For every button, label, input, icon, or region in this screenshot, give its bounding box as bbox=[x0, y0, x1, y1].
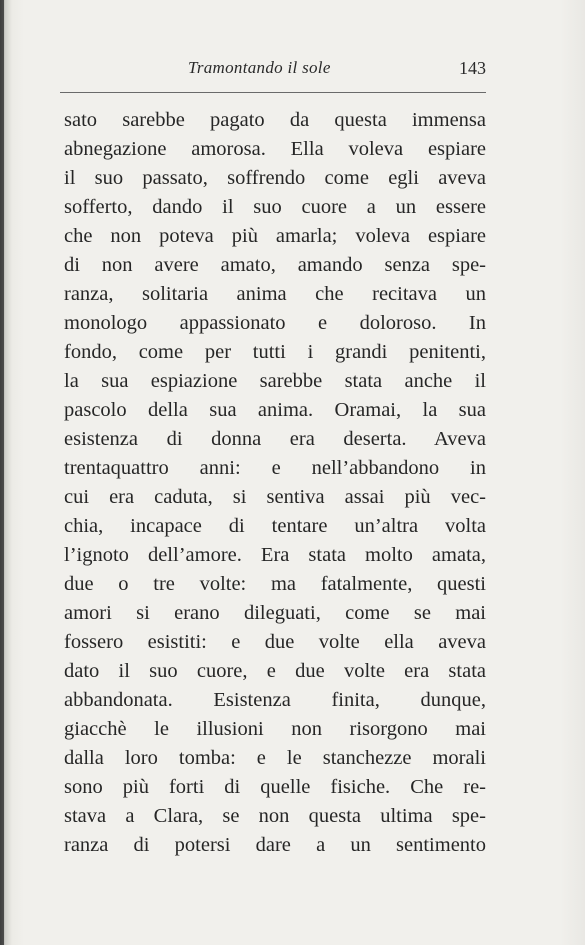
text-line: la sua espiazione sarebbe stata anche il bbox=[64, 370, 486, 392]
text-line: giacchè le illusioni non risorgono mai bbox=[64, 718, 486, 740]
text-line: fondo, come per tutti i grandi penitenti, bbox=[64, 341, 486, 363]
text-line: il suo passato, soffrendo come egli aveva bbox=[64, 167, 486, 189]
page-header bbox=[60, 58, 486, 82]
text-line: ranza di potersi dare a un sentimento bbox=[64, 834, 486, 856]
text-line: esistenza di donna era deserta. Aveva bbox=[64, 428, 486, 450]
text-line: trentaquattro anni: e nell’abbandono in bbox=[64, 457, 486, 479]
running-title: Tramontando il sole bbox=[188, 58, 331, 77]
text-line: l’ignoto dell’amore. Era stata molto amata, bbox=[64, 544, 486, 566]
body-text bbox=[64, 106, 486, 860]
text-line: sato sarebbe pagato da questa immensa bbox=[64, 109, 486, 131]
text-line: che non poteva più amarla; voleva espiare bbox=[64, 225, 486, 247]
text-line: sono più forti di quelle fisiche. Che re- bbox=[64, 776, 486, 798]
text-line: abnegazione amorosa. Ella voleva espiare bbox=[64, 138, 486, 160]
text-line: chia, incapace di tentare un’altra volta bbox=[64, 515, 486, 537]
text-line: dato il suo cuore, e due volte era stata bbox=[64, 660, 486, 682]
text-line: stava a Clara, se non questa ultima spe- bbox=[64, 805, 486, 827]
text-line: monologo appassionato e doloroso. In bbox=[64, 312, 486, 334]
text-line: di non avere amato, amando senza spe- bbox=[64, 254, 486, 276]
text-line: ranza, solitaria anima che recitava un bbox=[64, 283, 486, 305]
text-line: abbandonata. Esistenza finita, dunque, bbox=[64, 689, 486, 711]
text-line: pascolo della sua anima. Oramai, la sua bbox=[64, 399, 486, 421]
text-line: cui era caduta, si sentiva assai più vec- bbox=[64, 486, 486, 508]
page-number: 143 bbox=[459, 58, 486, 78]
text-line: fossero esistiti: e due volte ella aveva bbox=[64, 631, 486, 653]
text-line: dalla loro tomba: e le stanchezze morali bbox=[64, 747, 486, 769]
text-line: amori si erano dileguati, come se mai bbox=[64, 602, 486, 624]
page-binding-edge bbox=[0, 0, 4, 945]
header-rule bbox=[60, 92, 486, 93]
text-line: sofferto, dando il suo cuore a un essere bbox=[64, 196, 486, 218]
text-line: due o tre volte: ma fatalmente, questi bbox=[64, 573, 486, 595]
